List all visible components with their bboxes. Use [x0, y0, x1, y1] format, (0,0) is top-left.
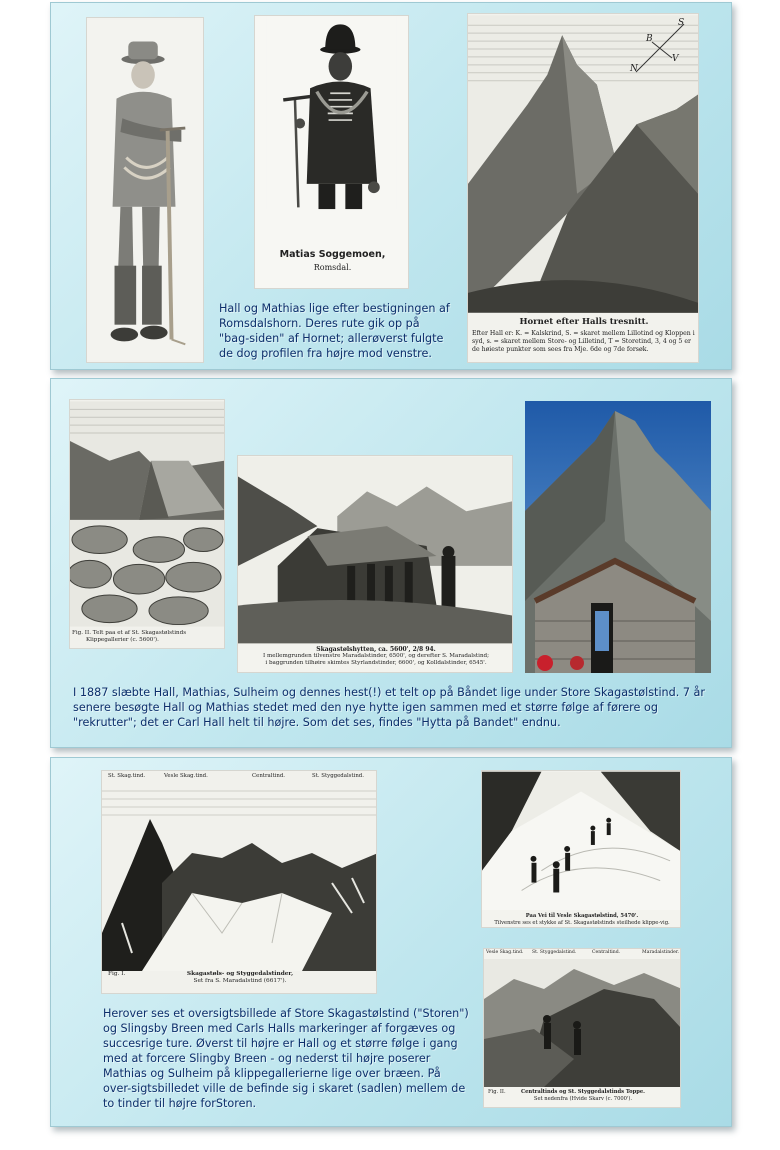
glacier-caption-line1: Paa Vei til Vesle Skagastølstind, 5470'. — [525, 913, 639, 919]
ridge-label-3: Centraltind. — [592, 950, 621, 955]
photo-hut-engraving — [237, 455, 513, 673]
stone-hut-color-illustration — [525, 401, 711, 673]
overview-label-4: St. Styggedalstind. — [312, 773, 364, 779]
glacier-party-illustration — [482, 771, 680, 911]
matias-caption-name: Matias Soggemoen, — [279, 249, 386, 260]
matias-caption — [255, 250, 409, 272]
glacier-caption — [484, 913, 680, 926]
ridge-label-2: St. Styggedalstind. — [532, 950, 577, 955]
ridge-caption-line2: Set nedenfra (Hvide Skarv (c. 7000'). — [533, 1095, 633, 1102]
overview-caption-fig: Fig. I. — [108, 971, 126, 977]
tent-illustration — [70, 400, 224, 628]
ridge-caption — [486, 1089, 680, 1102]
hut-illustration — [238, 456, 512, 644]
photo-matias-engraving — [254, 15, 409, 289]
photo-ridge-climbers — [483, 948, 681, 1108]
hall-figure-illustration — [87, 18, 203, 362]
ridge-caption-fig: Fig. II. — [488, 1089, 506, 1095]
overview-mountain-illustration — [102, 783, 377, 971]
photo-glacier-party — [481, 770, 681, 928]
matias-caption-place: Romsdal. — [313, 262, 352, 272]
hornet-caption-body: Efter Hall er: K. = Kalskrind, S. = skaret mellem Lillotind og Kloppen i syd, s. = skaret mellem Store- og Lilletind, T = Storetind, 3, 4 og 5 er de høieste punkter som sees fra Mje. 6de og 7de forsøk. — [472, 329, 695, 353]
tent-caption-line1: Fig. II. Telt paa et af St. Skagastølstinds — [72, 630, 187, 636]
tent-caption — [72, 630, 224, 644]
overview-label-2: Vesle Skag.tind. — [164, 773, 208, 779]
overview-caption — [102, 971, 377, 985]
photo-overview-engraving — [101, 770, 377, 994]
compass-letter-v: V — [672, 54, 679, 64]
hut-caption-line2: I mellemgrunden tilvenstre Maradalstinder, 6500', og derefter S. Maradalstind; — [262, 653, 490, 659]
overview-label-1: St. Skag.tind. — [108, 773, 146, 779]
ridge-label-4: Maradalstinder. — [642, 950, 679, 955]
matias-figure-illustration — [255, 16, 408, 246]
compass-rose — [628, 18, 692, 78]
overview-top-labels — [102, 773, 377, 783]
photo-hornet-engraving — [467, 13, 699, 363]
compass-letter-b: B — [646, 34, 653, 44]
photo-stone-hut-color — [525, 401, 711, 673]
panel2-text: I 1887 slæbte Hall, Mathias, Sulheim og dennes hest(!) et telt op på Båndet lige under Store Skagastølstind. 7 år senere besøgte Hall og Mathias stedet med den nye hytte igen sammen med et større følge af førere og "rekrutter"; det er Carl Hall helt til højre. Som det ses, findes "Hytta på Bandet" endnu. — [73, 686, 705, 729]
ridge-top-labels — [484, 950, 681, 959]
hut-caption-line3: i baggrunden tilhøire skimtes Styrlandstinder, 6600', og Kolldalstinder, 6545'. — [265, 660, 487, 666]
compass-letter-s: S — [678, 18, 685, 28]
overview-caption-line2: Set fra S. Maradalstind (6617'). — [193, 978, 287, 984]
glacier-caption-line2: Tilvenstre ses et stykke af St. Skagastølstinds steilhede klippe-vig. — [494, 919, 670, 926]
hut-caption — [238, 646, 513, 667]
ridge-label-1: Vesle Skag.tind. — [486, 950, 524, 955]
hornet-caption-title: Hornet efter Halls tresnitt. — [519, 317, 649, 327]
photo-tent-engraving — [69, 399, 225, 649]
overview-label-3: Centraltind. — [252, 773, 285, 779]
ridge-caption-line1: Centraltinds og St. Styggedalstinds Toppe. — [521, 1089, 645, 1095]
panel-romsdalshorn — [50, 2, 732, 370]
hornet-caption — [472, 318, 696, 354]
panel-skagastolstind — [50, 757, 732, 1127]
ridge-climbers-illustration — [484, 959, 681, 1087]
panel-skagastolshytten — [50, 378, 732, 748]
compass-letter-n: N — [630, 64, 638, 74]
overview-caption-line1: Skagastøls- og Styggedalstinder, — [186, 971, 294, 977]
panel1-text: Hall og Mathias lige efter bestigningen af Romsdalshorn. Deres rute gik op på "bag-siden" af Hornet; allerøverst fulgte de dog profilen fra højre mod venstre. — [219, 302, 450, 360]
hut-caption-line1: Skagastølshytten, ca. 5600', 2/8 94. — [316, 646, 436, 653]
panel3-text: Herover ses et oversigtsbillede af Store Skagastølstind ("Storen") og Slingsby Breen med Carls Halls markeringer af forgæves og succesrige ture. Øverst til højre er Hall og et større følge i gang med at forcere Slingby Breen - og nederst til højre poserer Mathias og Sulheim på klippegallerierne lige over bræen. På over-sigtsbilledet ville de befinde sig i skaret (sadlen) mellem de to tinder til højre forStoren. — [103, 1007, 469, 1110]
photo-hall-portrait — [86, 17, 204, 363]
tent-caption-line2: Klippegallerier (c. 5600'). — [86, 637, 159, 643]
